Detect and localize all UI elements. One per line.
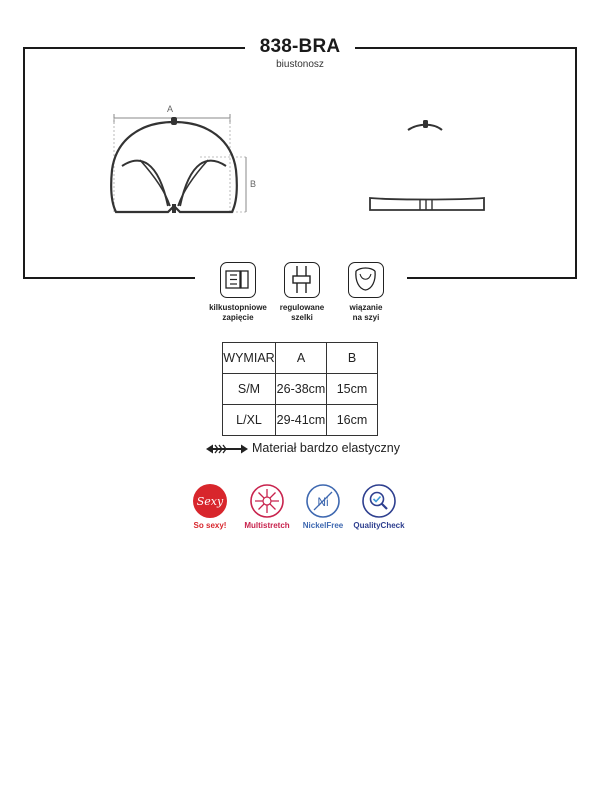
table-cell: S/M — [223, 374, 276, 405]
header-cell: WYMIAR — [223, 343, 276, 374]
quality-check-icon — [361, 483, 397, 519]
badge-label-qualitycheck: QualityCheck — [353, 521, 405, 530]
stretch-arrows-icon — [206, 443, 248, 455]
frame-right-line — [575, 47, 577, 279]
neck-tie-icon — [348, 262, 384, 298]
table-cell: 15cm — [327, 374, 378, 405]
nickel-free-icon — [305, 483, 341, 519]
header-cell: B — [327, 343, 378, 374]
elastic-material-text: Materiał bardzo elastyczny — [252, 441, 400, 455]
feature-label-clasp: kilkustopniowe zapięcie — [209, 303, 267, 322]
size-table — [222, 342, 378, 436]
frame-bottom-left-line — [23, 277, 195, 279]
multistretch-icon — [249, 483, 285, 519]
adjustable-strap-icon — [284, 262, 320, 298]
bra-front-diagram — [100, 100, 270, 220]
product-type: biustonosz — [276, 59, 324, 70]
header-cell: A — [276, 343, 327, 374]
table-header-row — [223, 343, 378, 374]
svg-text:Sexy: Sexy — [196, 495, 224, 508]
frame-left-line — [23, 47, 25, 279]
table-row — [223, 405, 378, 436]
feature-label-neck-tie: wiązanie na szyi — [349, 303, 383, 322]
multi-hook-clasp-icon — [220, 262, 256, 298]
feature-label-straps: regulowane szelki — [279, 303, 325, 322]
frame-bottom-right-line — [407, 277, 577, 279]
sexy-icon — [192, 483, 228, 519]
table-cell: 26-38cm — [276, 374, 327, 405]
table-cell: L/XL — [223, 405, 276, 436]
dimension-b-label: B — [250, 179, 257, 189]
dimension-a-label: A — [167, 104, 174, 114]
badge-label-multistretch: Multistretch — [244, 521, 290, 530]
table-cell: 29-41cm — [276, 405, 327, 436]
badge-label-nickelfree: NickelFree — [302, 521, 344, 530]
table-row — [223, 374, 378, 405]
product-code: 838-BRA — [259, 36, 341, 57]
table-cell: 16cm — [327, 405, 378, 436]
bra-back-diagram — [360, 110, 490, 220]
badge-label-sexy: So sexy! — [193, 521, 227, 530]
svg-text:Ni: Ni — [317, 495, 329, 509]
